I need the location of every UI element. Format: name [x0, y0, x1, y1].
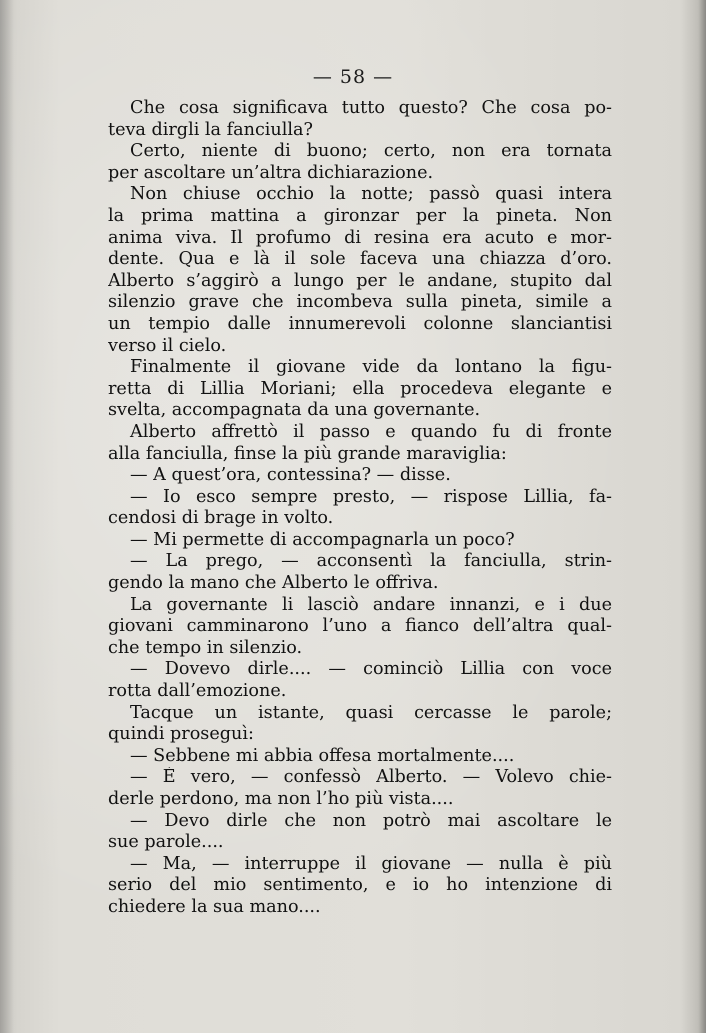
text-line: per ascoltare un’altra dichiarazione. — [108, 162, 434, 183]
text-line: serio del mio sentimento, e io ho intenzione di — [108, 875, 612, 896]
page-gutter-shadow — [0, 0, 14, 1033]
text-line: rotta dall’emozione. — [108, 681, 287, 702]
text-line: gendo la mano che Alberto le offriva. — [108, 573, 439, 594]
text-line: Alberto s’aggirò a lungo per le andane, stupito dal — [108, 270, 612, 291]
text-line: quindi proseguì: — [108, 724, 254, 745]
text-line: Che cosa significava tutto questo? Che cosa po- — [130, 98, 612, 118]
text-line: chiedere la sua mano.... — [108, 896, 321, 917]
text-line: — Dovevo dirle.... — cominciò Lillia con voce — [130, 659, 612, 680]
text-line: — A quest’ora, contessina? — disse. — [130, 465, 451, 486]
text-line: — Devo dirle che non potrò mai ascoltare le — [130, 810, 612, 831]
text-line: Certo, niente di buono; certo, non era tornata — [130, 141, 612, 162]
text-line: cendosi di brage in volto. — [108, 508, 334, 529]
page-number: — 58 — — [312, 66, 394, 88]
text-line: La governante li lasciò andare innanzi, e i due — [130, 594, 612, 615]
text-line: teva dirgli la fanciulla? — [108, 119, 313, 140]
text-line: sue parole.... — [108, 832, 224, 853]
text-line: Finalmente il giovane vide da lontano la figu- — [130, 357, 612, 378]
text-line: derle perdono, ma non l’ho più vista.... — [108, 789, 454, 809]
text-line: giovani camminarono l’uno a fianco dell’altra qual- — [108, 616, 612, 637]
text-line: — Sebbene mi abbia offesa mortalmente.... — [130, 745, 515, 766]
text-line: dente. Qua e là il sole faceva una chiazza d’oro. — [108, 249, 612, 270]
text-line: anima viva. Il profumo di resina era acuto e mor- — [108, 227, 612, 248]
text-line: Alberto affrettò il passo e quando fu di fronte — [130, 421, 612, 442]
text-line: — Ma, — interruppe il giovane — nulla è più — [130, 853, 612, 874]
text-line: — Io esco sempre presto, — rispose Lillia, fa- — [130, 486, 612, 507]
page-edge-shadow — [698, 0, 706, 1033]
text-line: svelta, accompagnata da una governante. — [108, 400, 481, 421]
text-line: la prima mattina a gironzar per la pineta. Non — [108, 205, 612, 226]
text-line: — È vero, — confessò Alberto. — Volevo chie- — [130, 767, 612, 788]
page-body-text — [108, 98, 612, 919]
text-line: Tacque un istante, quasi cercasse le parole; — [130, 702, 612, 723]
text-line: silenzio grave che incombeva sulla pineta, simile a — [108, 292, 612, 313]
text-line: che tempo in silenzio. — [108, 637, 303, 658]
text-line: retta di Lillia Moriani; ella procedeva elegante e — [108, 378, 612, 399]
text-line: — Mi permette di accompagnarla un poco? — [130, 529, 515, 550]
text-line: — La prego, — acconsentì la fanciulla, strin- — [130, 551, 612, 572]
text-line: verso il cielo. — [108, 335, 227, 356]
text-line: alla fanciulla, finse la più grande maraviglia: — [108, 443, 507, 464]
text-line: Non chiuse occhio la notte; passò quasi intera — [130, 184, 612, 205]
text-line: un tempio dalle innumerevoli colonne slanciantisi — [108, 313, 612, 334]
